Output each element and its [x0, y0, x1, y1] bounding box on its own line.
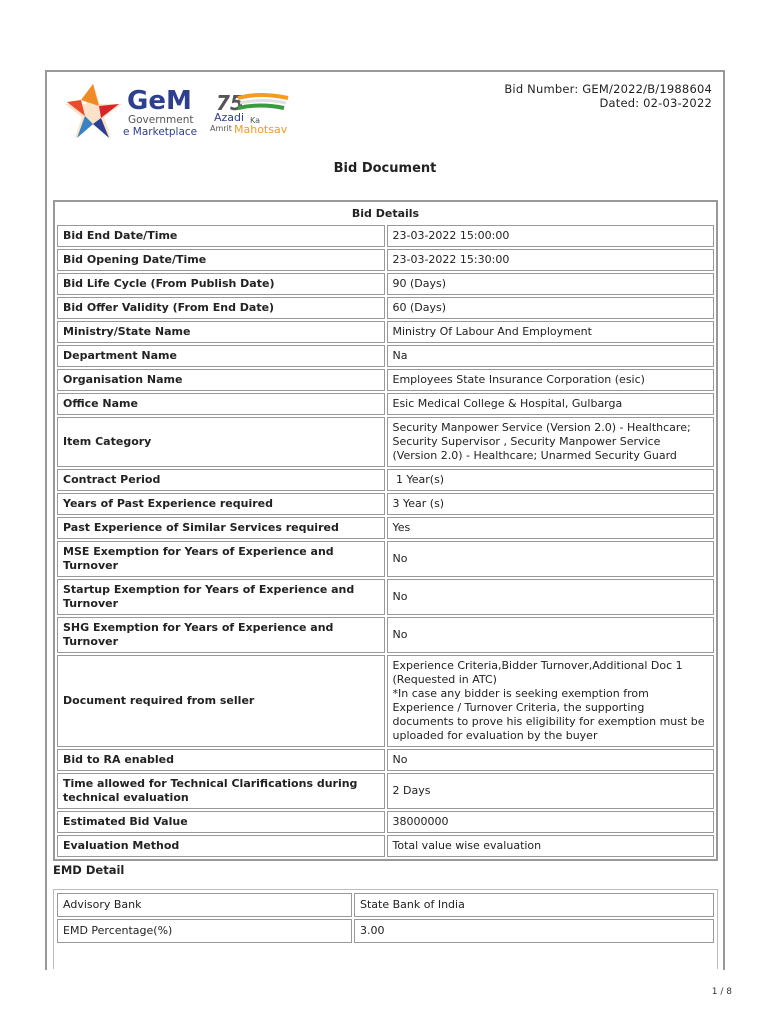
bid-detail-row	[57, 835, 714, 857]
bid-detail-value: 60 (Days)	[387, 297, 715, 319]
bid-detail-value: No	[387, 617, 715, 653]
bid-detail-value: No	[387, 579, 715, 615]
bid-detail-value: 23-03-2022 15:30:00	[387, 249, 715, 271]
bid-detail-row	[57, 617, 714, 653]
bid-detail-label: Document required from seller	[57, 655, 385, 747]
bid-detail-label: MSE Exemption for Years of Experience and Turnover	[57, 541, 385, 577]
bid-detail-label: Bid Life Cycle (From Publish Date)	[57, 273, 385, 295]
bid-detail-label: Department Name	[57, 345, 385, 367]
bid-detail-row	[57, 773, 714, 809]
bid-detail-row	[57, 493, 714, 515]
emd-detail-value: State Bank of India	[354, 893, 714, 917]
bid-detail-label: Ministry/State Name	[57, 321, 385, 343]
emd-detail-heading: EMD Detail	[53, 863, 125, 877]
bid-detail-row	[57, 249, 714, 271]
bid-detail-row	[57, 469, 714, 491]
bid-detail-row	[57, 811, 714, 833]
gem-star-icon	[65, 83, 122, 138]
bid-date: Dated: 02-03-2022	[599, 96, 712, 110]
bid-detail-value: No	[387, 541, 715, 577]
bid-detail-value: Na	[387, 345, 715, 367]
bid-detail-value: Esic Medical College & Hospital, Gulbarga	[387, 393, 715, 415]
azadi-logo-line2b: Mahotsav	[234, 123, 288, 135]
bid-detail-label: Evaluation Method	[57, 835, 385, 857]
bid-meta	[504, 82, 712, 110]
bid-detail-label: Contract Period	[57, 469, 385, 491]
bid-detail-row	[57, 579, 714, 615]
bid-detail-value: Experience Criteria,Bidder Turnover,Additional Doc 1 (Requested in ATC) *In case any bidder is seeking exemption from Experience / Turnover Criteria, the supporting documents to prove his eligibility for exemption must be uploaded for evaluation by the buyer	[387, 655, 715, 747]
bid-detail-value: Security Manpower Service (Version 2.0) - Healthcare; Security Supervisor , Security Manpower Service (Version 2.0) - Healthcare; Unarmed Security Guard	[387, 417, 715, 467]
bid-detail-value: 38000000	[387, 811, 715, 833]
bid-details-heading: Bid Details	[351, 207, 420, 220]
bid-detail-row	[57, 749, 714, 771]
bid-detail-row	[57, 321, 714, 343]
bid-detail-row	[57, 273, 714, 295]
bid-detail-row	[57, 345, 714, 367]
bid-detail-label: Organisation Name	[57, 369, 385, 391]
bid-detail-row	[57, 297, 714, 319]
bid-detail-value: 23-03-2022 15:00:00	[387, 225, 715, 247]
bid-detail-value: Yes	[387, 517, 715, 539]
gem-logo-line1: Government	[128, 114, 194, 126]
bid-number: Bid Number: GEM/2022/B/1988604	[504, 82, 712, 96]
bid-detail-row	[57, 417, 714, 467]
bid-detail-value: 90 (Days)	[387, 273, 715, 295]
bid-detail-label: Office Name	[57, 393, 385, 415]
gem-logo	[65, 80, 205, 142]
bid-detail-value: 2 Days	[387, 773, 715, 809]
bid-detail-label: Startup Exemption for Years of Experience and Turnover	[57, 579, 385, 615]
bid-detail-label: Item Category	[57, 417, 385, 467]
emd-detail-label: Advisory Bank	[57, 893, 352, 917]
azadi-logo-line2a: Amrit	[210, 124, 232, 133]
bid-detail-value: 1 Year(s)	[387, 469, 715, 491]
bid-detail-row	[57, 541, 714, 577]
bid-detail-label: SHG Exemption for Years of Experience and Turnover	[57, 617, 385, 653]
bid-detail-label: Years of Past Experience required	[57, 493, 385, 515]
bid-detail-label: Bid to RA enabled	[57, 749, 385, 771]
gem-logo-line2: e Marketplace	[123, 126, 198, 138]
bid-detail-label: Bid End Date/Time	[57, 225, 385, 247]
bid-detail-label: Time allowed for Technical Clarifications during technical evaluation	[57, 773, 385, 809]
emd-detail-label: EMD Percentage(%)	[57, 919, 352, 943]
azadi-logo-line1: Azadi	[214, 111, 245, 124]
emd-detail-value: 3.00	[354, 919, 714, 943]
bid-detail-row	[57, 655, 714, 747]
bid-detail-value: Employees State Insurance Corporation (esic)	[387, 369, 715, 391]
bid-details-table	[53, 200, 718, 861]
bid-detail-label: Bid Offer Validity (From End Date)	[57, 297, 385, 319]
emd-detail-row	[57, 893, 714, 917]
azadi-logo-line1b: Ka	[250, 116, 261, 125]
bid-details-heading-row	[57, 204, 714, 223]
bid-detail-value: 3 Year (s)	[387, 493, 715, 515]
bid-detail-label: Bid Opening Date/Time	[57, 249, 385, 271]
document-title: Bid Document	[333, 161, 437, 176]
bid-detail-row	[57, 225, 714, 247]
emd-detail-table	[55, 891, 716, 945]
bid-detail-row	[57, 393, 714, 415]
bid-detail-row	[57, 517, 714, 539]
svg-text:75: 75	[216, 91, 244, 115]
bid-detail-label: Past Experience of Similar Services required	[57, 517, 385, 539]
bid-detail-label: Estimated Bid Value	[57, 811, 385, 833]
bid-detail-value: Ministry Of Labour And Employment	[387, 321, 715, 343]
bid-detail-value: Total value wise evaluation	[387, 835, 715, 857]
azadi-ka-amrit-mahotsav-logo	[208, 90, 318, 135]
bid-detail-row	[57, 369, 714, 391]
bid-detail-value: No	[387, 749, 715, 771]
page-number: 1 / 8	[711, 987, 732, 997]
emd-detail-row	[57, 919, 714, 943]
gem-logo-title: GeM	[127, 86, 192, 116]
